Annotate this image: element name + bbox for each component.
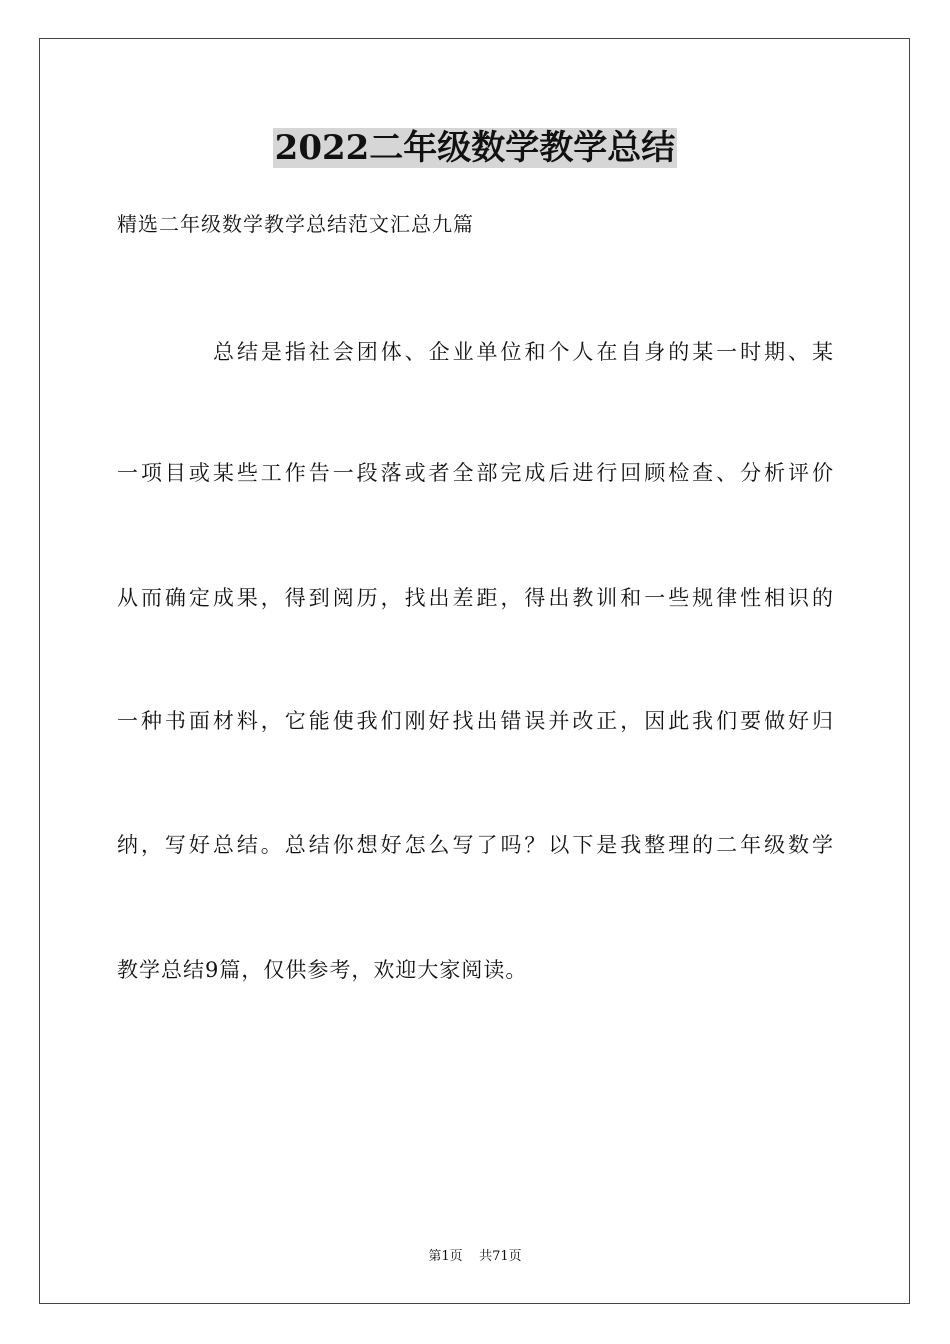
document-title-text: 2022二年级数学教学总结 (274, 128, 676, 168)
document-title (0, 124, 950, 172)
paragraph-line-4: 一种书面材料，它能使我们刚好找出错误并改正，因此我们要做好归 (117, 709, 833, 733)
paragraph-line-2: 一项目或某些工作告一段落或者全部完成后进行回顾检查、分析评价 (117, 461, 833, 485)
document-subtitle: 精选二年级数学教学总结范文汇总九篇 (117, 212, 474, 236)
paragraph-line-1: 总结是指社会团体、企业单位和个人在自身的某一时期、某 (213, 340, 833, 364)
paragraph-line-6: 教学总结9篇，仅供参考，欢迎大家阅读。 (117, 958, 528, 982)
page-footer: 第1页 共71页 (428, 1249, 522, 1264)
paragraph-line-5: 纳，写好总结。总结你想好怎么写了吗？以下是我整理的二年级数学 (117, 833, 833, 857)
paragraph-line-3: 从而确定成果，得到阅历，找出差距，得出教训和一些规律性相识的 (117, 586, 833, 610)
